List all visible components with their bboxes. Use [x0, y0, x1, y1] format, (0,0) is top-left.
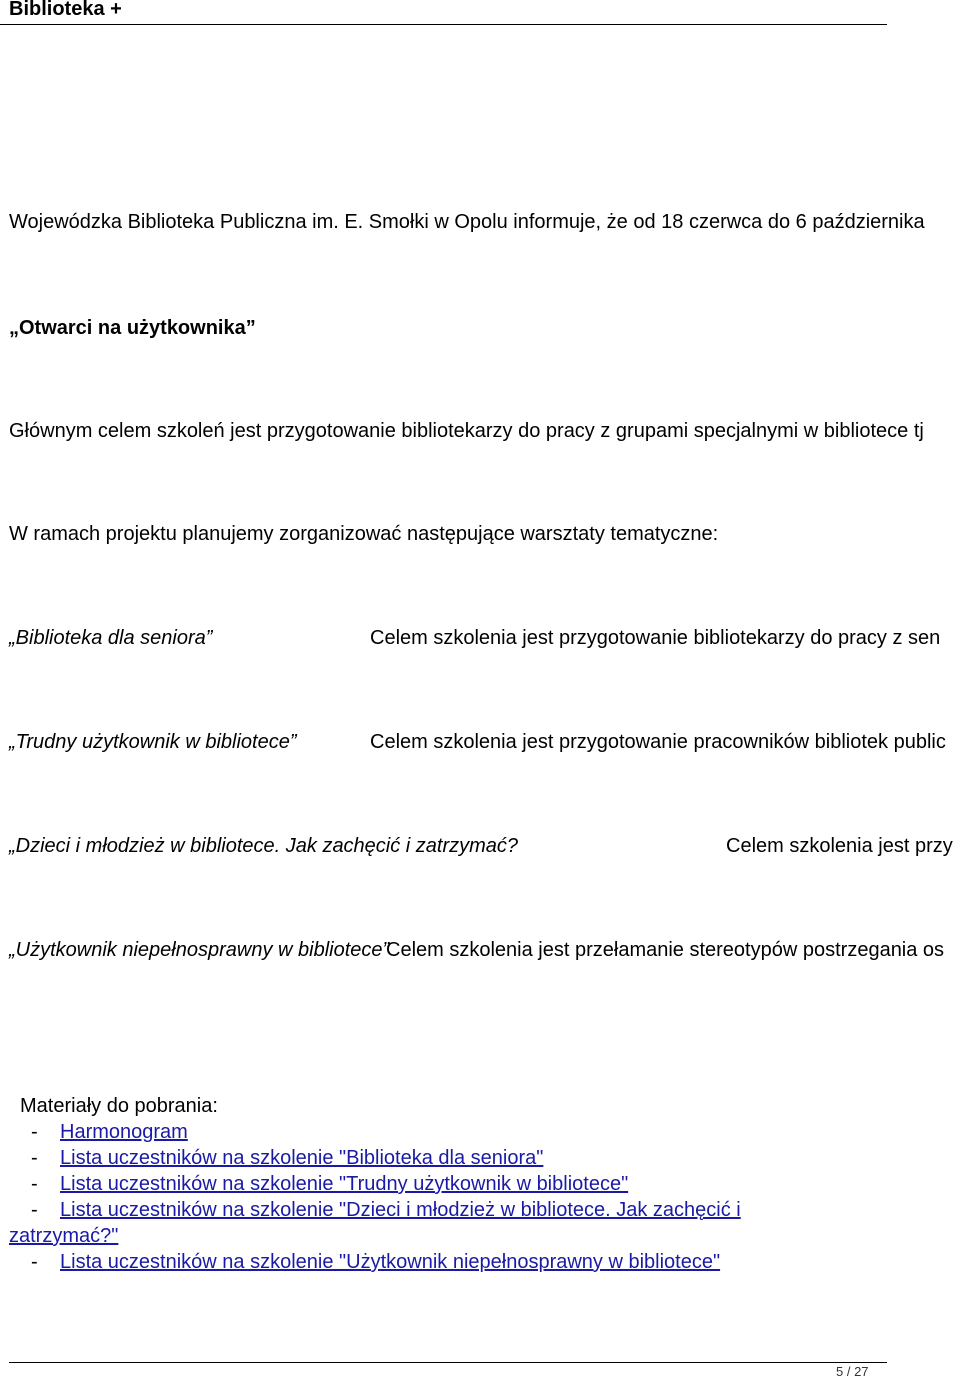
workshop-desc-disabled-user: Celem szkolenia jest przełamanie stereotypów postrzegania os [386, 939, 945, 961]
materials-title: Materiały do pobrania: [20, 1095, 218, 1117]
list-dash: - [31, 1121, 38, 1143]
page-number: 5 / 27 [836, 1364, 869, 1379]
link-participants-disabled-user[interactable]: Lista uczestników na szkolenie "Użytkownik niepełnosprawny w bibliotece" [60, 1251, 721, 1273]
link-participants-children[interactable]: Lista uczestników na szkolenie "Dzieci i młodzież w bibliotece. Jak zachęcić i [60, 1199, 741, 1221]
link-participants-seniors[interactable]: Lista uczestników na szkolenie "Biblioteka dla seniora" [60, 1147, 544, 1169]
workshop-desc-children: Celem szkolenia jest przy [726, 835, 953, 857]
document-header-title: Biblioteka + [9, 0, 122, 20]
workshop-title-children: „Dzieci i młodzież w bibliotece. Jak zachęcić i zatrzymać? [9, 835, 519, 857]
workshop-desc-seniors: Celem szkolenia jest przygotowanie bibliotekarzy do pracy z sen [370, 627, 941, 649]
goal-paragraph: Głównym celem szkoleń jest przygotowanie bibliotekarzy do pracy z grupami specjalnymi w bibliotece tj [9, 420, 924, 442]
link-schedule[interactable]: Harmonogram [60, 1121, 188, 1143]
list-dash: - [31, 1251, 38, 1273]
workshop-title-seniors: „Biblioteka dla seniora” [9, 627, 213, 649]
link-participants-difficult-user[interactable]: Lista uczestników na szkolenie "Trudny użytkownik w bibliotece" [60, 1173, 629, 1195]
workshops-intro: W ramach projektu planujemy zorganizować następujące warsztaty tematyczne: [9, 523, 719, 545]
link-participants-children-cont[interactable]: zatrzymać?" [9, 1225, 119, 1247]
intro-paragraph: Wojewódzka Biblioteka Publiczna im. E. Smołki w Opolu informuje, że od 18 czerwca do 6 października [9, 211, 925, 233]
project-title: „Otwarci na użytkownika” [9, 317, 256, 339]
footer-divider [9, 1362, 887, 1363]
workshop-title-disabled-user: „Użytkownik niepełnosprawny w bibliotece” [9, 939, 390, 961]
header-divider [0, 24, 887, 25]
list-dash: - [31, 1173, 38, 1195]
workshop-desc-difficult-user: Celem szkolenia jest przygotowanie pracowników bibliotek public [370, 731, 946, 753]
workshop-title-difficult-user: „Trudny użytkownik w bibliotece” [9, 731, 297, 753]
list-dash: - [31, 1199, 38, 1221]
list-dash: - [31, 1147, 38, 1169]
